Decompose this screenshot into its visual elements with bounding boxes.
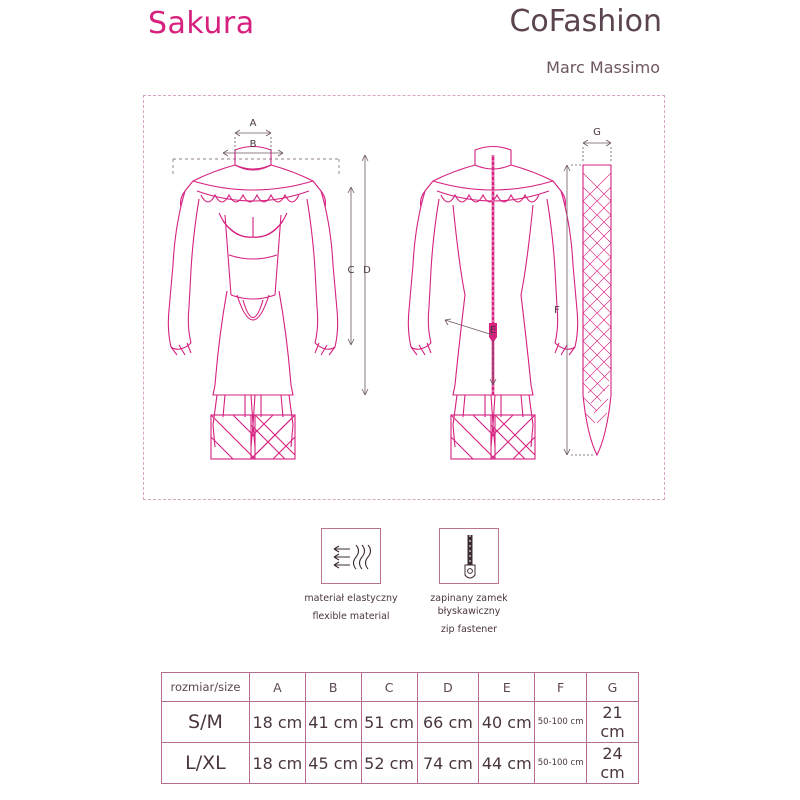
cell-f: 50-100 cm <box>535 702 587 743</box>
cell-c: 52 cm <box>361 743 417 784</box>
col-header-b: B <box>305 673 361 702</box>
svg-text:B: B <box>249 139 257 150</box>
designer-name: Marc Massimo <box>546 58 660 77</box>
col-header-c: C <box>361 673 417 702</box>
legend-caption-zip <box>414 592 524 636</box>
cell-d: 74 cm <box>417 743 479 784</box>
cell-b: 41 cm <box>305 702 361 743</box>
size-table <box>161 672 639 784</box>
legend-caption-elastic <box>296 592 406 623</box>
legend-label-pl: zapinany zamek błyskawiczny <box>430 593 508 617</box>
table-row <box>162 702 639 743</box>
col-header-d: D <box>417 673 479 702</box>
col-header-e: E <box>479 673 535 702</box>
page-title: Sakura <box>148 6 255 41</box>
legend <box>296 528 526 638</box>
garment-illustration <box>143 95 665 500</box>
legend-label-en: flexible material <box>312 611 390 622</box>
zipper-icon <box>439 528 499 584</box>
cell-e: 40 cm <box>479 702 535 743</box>
table-row <box>162 743 639 784</box>
legend-label-pl: materiał elastyczny <box>304 593 398 604</box>
col-header-size: rozmiar/size <box>162 673 250 702</box>
cell-e: 44 cm <box>479 743 535 784</box>
legend-label-en: zip fastener <box>440 624 498 635</box>
company-name: CoFashion <box>509 4 662 39</box>
front-view <box>168 118 371 459</box>
legend-item-zip <box>414 528 524 636</box>
svg-text:E: E <box>489 325 497 336</box>
svg-text:G: G <box>593 127 601 138</box>
cell-d: 66 cm <box>417 702 479 743</box>
col-header-a: A <box>249 673 305 702</box>
col-header-f: F <box>535 673 587 702</box>
svg-text:A: A <box>249 118 257 129</box>
row-size-label: S/M <box>162 702 250 743</box>
cell-b: 45 cm <box>305 743 361 784</box>
cell-c: 51 cm <box>361 702 417 743</box>
stocking-view <box>554 127 611 455</box>
cell-g: 21 cm <box>587 702 639 743</box>
legend-item-elastic <box>296 528 406 623</box>
cell-f: 50-100 cm <box>535 743 587 784</box>
col-header-g: G <box>587 673 639 702</box>
svg-text:D: D <box>363 265 371 276</box>
table-header-row <box>162 673 639 702</box>
row-size-label: L/XL <box>162 743 250 784</box>
elastic-waves-icon <box>321 528 381 584</box>
cell-a: 18 cm <box>249 743 305 784</box>
back-view <box>408 147 577 460</box>
cell-g: 24 cm <box>587 743 639 784</box>
cell-a: 18 cm <box>249 702 305 743</box>
svg-text:C: C <box>347 265 355 276</box>
svg-text:F: F <box>554 305 560 316</box>
